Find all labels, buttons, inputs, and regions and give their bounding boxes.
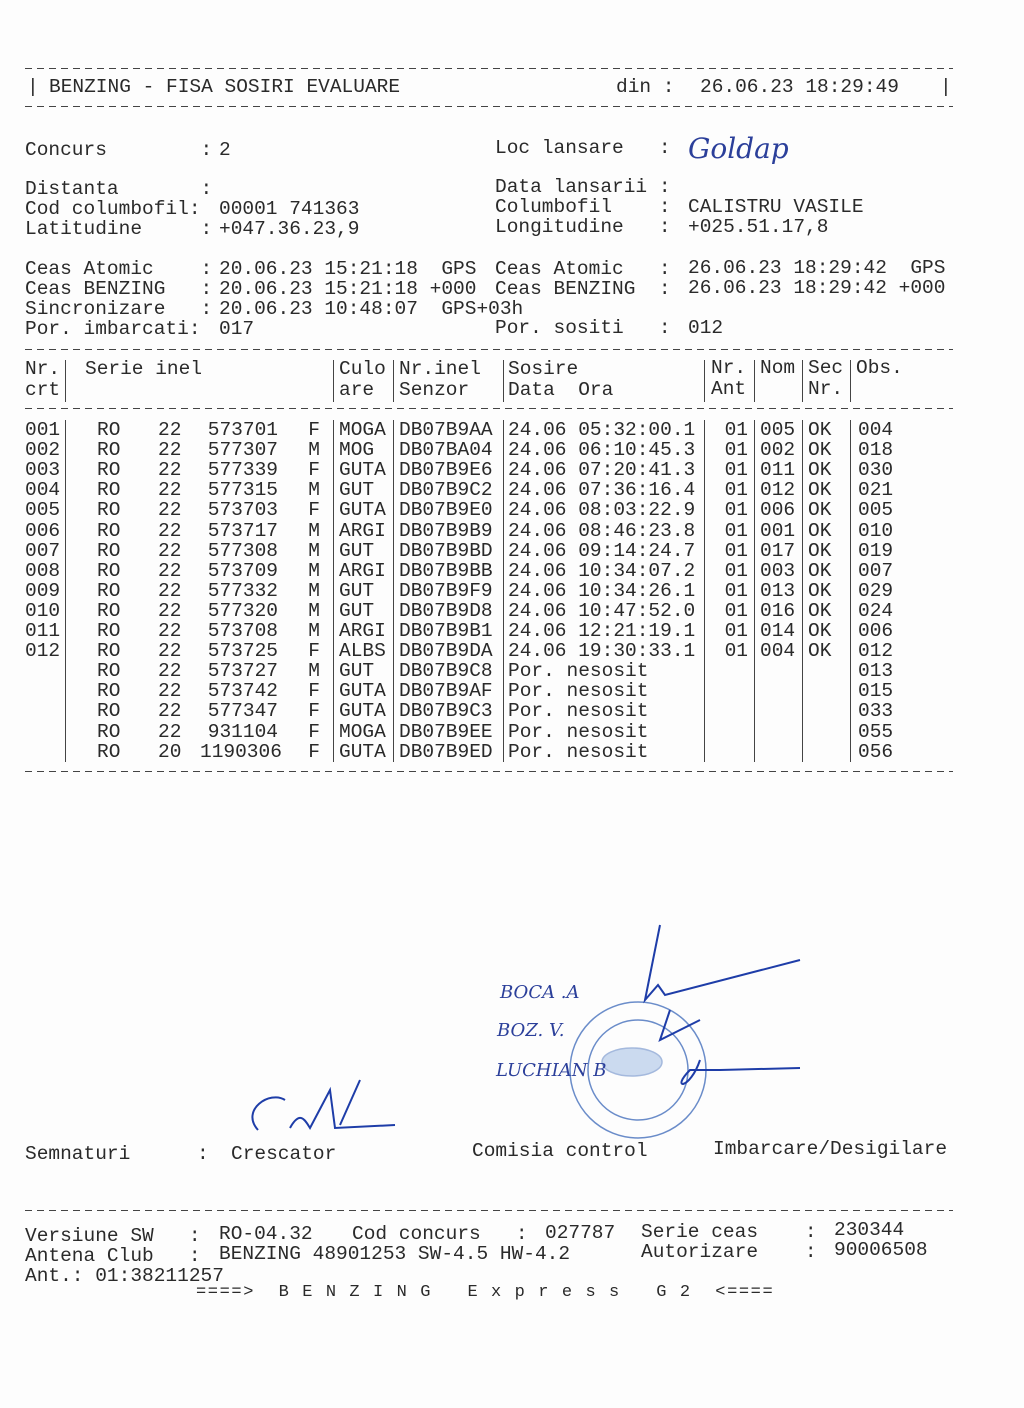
cell-color: GUTA [339, 680, 386, 703]
cell-year: 22 [158, 559, 182, 582]
crescator-label: Crescator [231, 1143, 337, 1165]
cell-sensor: DB07B9ED [399, 740, 493, 763]
cell-nom: 013 [760, 579, 796, 602]
cell-ring-number: 577339 [207, 459, 278, 482]
cell-sex: M [308, 559, 320, 582]
cell-sensor: DB07B9E0 [399, 499, 493, 522]
cell-obs: 033 [858, 700, 894, 723]
autorizare-label: Autorizare : [641, 1241, 817, 1263]
loc-lansare-handwritten: Goldap [688, 132, 789, 165]
cell-obs: 007 [858, 559, 894, 582]
cell-sensor: DB07B9AF [399, 680, 493, 703]
cell-year: 22 [158, 439, 182, 462]
autorizare-value: 90006508 [834, 1239, 928, 1261]
cell-country: RO [97, 439, 121, 462]
cell-nr-ant: 01 [724, 419, 748, 441]
col-header-sosire: Sosire [508, 358, 579, 380]
cell-ring-number: 577307 [207, 439, 278, 462]
cell-sex: M [308, 439, 320, 462]
date-label: din : [616, 76, 675, 98]
print-datetime: 26.06.23 18:29:49 [700, 76, 899, 98]
cell-year: 22 [158, 720, 182, 743]
cell-nom: 012 [760, 479, 796, 502]
cell-arrival: Por. nesosit [508, 740, 649, 763]
cell-color: MOGA [339, 419, 386, 441]
cell-arrival: 24.06 07:36:16.4 [508, 479, 696, 502]
cell-country: RO [97, 479, 121, 502]
handwritten-name-luchian: LUCHIAN B [496, 1060, 607, 1081]
cell-sex: F [308, 459, 320, 482]
cell-country: RO [97, 620, 121, 642]
semnaturi-colon: : [197, 1143, 209, 1165]
cell-obs: 012 [858, 640, 894, 663]
ceas-benzing-label-end: Ceas BENZING : [495, 278, 671, 300]
cell-ring-number: 577332 [207, 579, 278, 602]
cell-obs: 055 [858, 720, 894, 743]
ant-value: Ant.: 01:38211257 [25, 1265, 224, 1287]
concurs-label: Concurs : [25, 139, 213, 161]
data-lansarii-label: Data lansarii : [495, 176, 671, 198]
col-header-culoare: Culo [339, 358, 386, 380]
cell-nom: 004 [760, 640, 796, 663]
cell-nr-crt: 008 [25, 559, 61, 582]
cell-ring-number: 573703 [207, 499, 278, 522]
cell-country: RO [97, 459, 121, 482]
cell-country: RO [97, 680, 121, 703]
cell-obs: 013 [858, 660, 894, 683]
cell-country: RO [97, 579, 121, 602]
cell-country: RO [97, 419, 121, 441]
cell-sec-nr: OK [808, 640, 832, 663]
cell-ring-number: 573717 [207, 519, 278, 542]
comisia-control-label: Comisia control [472, 1140, 648, 1162]
sositi-label: Por. sositi : [495, 317, 671, 339]
ceas-atomic-label: Ceas Atomic : [25, 258, 213, 280]
col-header-obs: Obs. [856, 357, 903, 379]
versiune-label: Versiune SW : [25, 1225, 201, 1247]
latitudine-value: +047.36.23,9 [219, 218, 360, 240]
ceas-atomic-start: 20.06.23 15:21:18 GPS [219, 258, 477, 280]
cell-nom: 005 [760, 419, 796, 441]
cod-columbofil-label: Cod columbofil: [25, 198, 201, 220]
ceas-benzing-label: Ceas BENZING : [25, 278, 213, 300]
ceas-benzing-start: 20.06.23 15:21:18 +000 [219, 278, 477, 300]
cell-obs: 015 [858, 680, 894, 703]
cell-nr-crt: 009 [25, 579, 61, 602]
divider [25, 1210, 953, 1211]
cell-nr-crt: 002 [25, 439, 61, 462]
cell-nr-crt: 004 [25, 479, 61, 502]
cell-year: 20 [158, 740, 182, 763]
cell-nr-crt: 012 [25, 640, 61, 663]
cell-arrival: 24.06 10:34:26.1 [508, 579, 696, 602]
cell-ring-number: 577315 [207, 479, 278, 502]
cell-sex: F [308, 740, 320, 763]
cell-obs: 056 [858, 740, 894, 763]
cell-ring-number: 573725 [207, 640, 278, 663]
cell-nom: 006 [760, 499, 796, 522]
cell-year: 22 [158, 599, 182, 622]
cell-year: 22 [158, 660, 182, 683]
cell-ring-number: 573709 [207, 559, 278, 582]
cell-sensor: DB07B9B1 [399, 620, 493, 642]
cod-concurs-value: 027787 [545, 1222, 616, 1244]
cell-sex: F [308, 680, 320, 703]
header-pipe-left: | [27, 76, 39, 98]
cell-sec-nr: OK [808, 459, 832, 482]
cell-obs: 004 [858, 419, 894, 441]
cell-arrival: 24.06 19:30:33.1 [508, 640, 696, 663]
cell-year: 22 [158, 680, 182, 703]
cell-nr-ant: 01 [724, 579, 748, 602]
cell-sec-nr: OK [808, 559, 832, 582]
cell-nr-ant: 01 [724, 519, 748, 542]
cell-ring-number: 931104 [207, 720, 278, 743]
cell-sex: F [308, 640, 320, 663]
cell-arrival: 24.06 10:34:07.2 [508, 559, 696, 582]
cell-arrival: Por. nesosit [508, 700, 649, 723]
cell-nr-ant: 01 [724, 459, 748, 482]
cell-country: RO [97, 519, 121, 542]
imbarcare-label: Imbarcare/Desigilare [713, 1138, 948, 1160]
cell-color: GUT [339, 599, 375, 622]
serie-ceas-value: 230344 [834, 1219, 905, 1241]
cell-sec-nr: OK [808, 599, 832, 622]
cell-sensor: DB07B9C8 [399, 660, 493, 683]
cell-color: ARGI [339, 620, 386, 642]
cell-arrival: Por. nesosit [508, 660, 649, 683]
cell-year: 22 [158, 479, 182, 502]
cell-ring-number: 573742 [207, 680, 278, 703]
cell-country: RO [97, 499, 121, 522]
col-header-senzor: Senzor [399, 379, 470, 401]
cell-color: GUT [339, 579, 375, 602]
cell-arrival: 24.06 08:03:22.9 [508, 499, 696, 522]
col-header-serie-inel: Serie inel [85, 358, 203, 380]
cell-nr-ant: 01 [724, 559, 748, 582]
cell-sensor: DB07B9F9 [399, 579, 493, 602]
col-header-sec-nr: Nr. [808, 378, 844, 400]
cell-country: RO [97, 559, 121, 582]
cell-year: 22 [158, 579, 182, 602]
col-header-nom: Nom [760, 357, 796, 379]
cell-arrival: Por. nesosit [508, 680, 649, 703]
cell-country: RO [97, 740, 121, 763]
cell-country: RO [97, 660, 121, 683]
cell-nr-crt: 005 [25, 499, 61, 522]
cell-sex: M [308, 539, 320, 562]
cell-ring-number: 573727 [207, 660, 278, 683]
cell-country: RO [97, 720, 121, 743]
cell-ring-number: 573701 [207, 419, 278, 441]
cell-sensor: DB07B9BD [399, 539, 493, 562]
col-header-crt: crt [25, 379, 61, 401]
cell-obs: 030 [858, 459, 894, 482]
cell-nom: 002 [760, 439, 796, 462]
cell-sec-nr: OK [808, 539, 832, 562]
cell-sex: M [308, 579, 320, 602]
cell-sex: F [308, 700, 320, 723]
sincronizare-label: Sincronizare : [25, 298, 213, 320]
serie-ceas-label: Serie ceas : [641, 1221, 817, 1243]
ceas-atomic-end: 26.06.23 18:29:42 GPS [688, 257, 946, 279]
cell-sex: M [308, 660, 320, 683]
col-header-nr-ant: Nr. [711, 357, 747, 379]
distanta-label: Distanta : [25, 178, 213, 200]
cell-nr-crt: 007 [25, 539, 61, 562]
cell-nr-ant: 01 [724, 439, 748, 462]
latitudine-label: Latitudine : [25, 218, 213, 240]
longitudine-value: +025.51.17,8 [688, 216, 829, 238]
longitudine-label: Longitudine : [495, 216, 671, 238]
cod-concurs-label: Cod concurs : [352, 1223, 528, 1245]
cell-sex: F [308, 720, 320, 743]
cell-arrival: Por. nesosit [508, 720, 649, 743]
cell-sensor: DB07B9E6 [399, 459, 493, 482]
loc-lansare-label: Loc lansare : [495, 137, 671, 159]
cell-nr-crt: 003 [25, 459, 61, 482]
cell-year: 22 [158, 539, 182, 562]
columbofil-value: CALISTRU VASILE [688, 196, 864, 218]
cell-country: RO [97, 539, 121, 562]
cell-country: RO [97, 599, 121, 622]
cell-nr-crt: 011 [25, 620, 61, 642]
imbarcati-label: Por. imbarcati: [25, 318, 201, 340]
cell-sensor: DB07B9BB [399, 559, 493, 582]
cell-arrival: 24.06 05:32:00.1 [508, 419, 696, 441]
cell-nr-ant: 01 [724, 479, 748, 502]
cell-color: GUT [339, 479, 375, 502]
cell-arrival: 24.06 08:46:23.8 [508, 519, 696, 542]
benzing-banner: ====> B E N Z I N G E x p r e s s G 2 <==== [196, 1283, 775, 1302]
ceas-benzing-end: 26.06.23 18:29:42 +000 [688, 277, 946, 299]
cell-year: 22 [158, 419, 182, 441]
cell-color: GUTA [339, 499, 386, 522]
cell-obs: 018 [858, 439, 894, 462]
cell-color: GUTA [339, 700, 386, 723]
sheet-title: BENZING - FISA SOSIRI EVALUARE [49, 76, 401, 98]
handwritten-name-boca: BOCA .A [500, 982, 580, 1003]
cell-nr-crt: 010 [25, 599, 61, 622]
cell-sex: M [308, 620, 320, 642]
cell-sec-nr: OK [808, 419, 832, 441]
cell-sec-nr: OK [808, 579, 832, 602]
ceas-atomic-label-end: Ceas Atomic : [495, 258, 671, 280]
cell-color: ALBS [339, 640, 386, 663]
cell-sec-nr: OK [808, 439, 832, 462]
cell-year: 22 [158, 620, 182, 642]
cell-color: GUTA [339, 459, 386, 482]
cell-ring-number: 577308 [207, 539, 278, 562]
cell-color: MOG [339, 439, 375, 462]
cell-nr-ant: 01 [724, 499, 748, 522]
sincronizare-value: 20.06.23 10:48:07 GPS+03h [219, 298, 524, 320]
cell-arrival: 24.06 12:21:19.1 [508, 620, 696, 642]
cell-nr-crt: 006 [25, 519, 61, 542]
cell-obs: 029 [858, 579, 894, 602]
cell-nr-ant: 01 [724, 599, 748, 622]
cell-nr-ant: 01 [724, 620, 748, 642]
handwritten-name-boz: BOZ. V. [497, 1020, 565, 1041]
header-pipe-right: | [940, 76, 952, 98]
cell-sex: F [308, 419, 320, 441]
cell-sensor: DB07B9C3 [399, 700, 493, 723]
col-header-nr: Nr. [25, 358, 61, 380]
cell-sec-nr: OK [808, 499, 832, 522]
cell-nom: 017 [760, 539, 796, 562]
cell-obs: 006 [858, 620, 894, 642]
cell-sensor: DB07B9B9 [399, 519, 493, 542]
cell-sensor: DB07BA04 [399, 439, 493, 462]
cell-color: GUT [339, 539, 375, 562]
concurs-value: 2 [219, 139, 231, 161]
cell-color: GUT [339, 660, 375, 683]
cell-year: 22 [158, 459, 182, 482]
imbarcati-value: 017 [219, 318, 255, 340]
cell-nr-ant: 01 [724, 640, 748, 663]
cell-sex: F [308, 499, 320, 522]
cell-country: RO [97, 700, 121, 723]
cell-ring-number: 573708 [207, 620, 278, 642]
cell-sec-nr: OK [808, 519, 832, 542]
columbofil-label: Columbofil : [495, 196, 671, 218]
col-header-nr-inel: Nr.inel [399, 358, 481, 380]
cell-obs: 019 [858, 539, 894, 562]
cell-year: 22 [158, 700, 182, 723]
cell-sex: M [308, 479, 320, 502]
cell-color: GUTA [339, 740, 386, 763]
versiune-value: RO-04.32 [219, 1223, 313, 1245]
cell-arrival: 24.06 07:20:41.3 [508, 459, 696, 482]
col-header-sec: Sec [808, 357, 844, 379]
cell-obs: 024 [858, 599, 894, 622]
cell-arrival: 24.06 10:47:52.0 [508, 599, 696, 622]
cell-obs: 005 [858, 499, 894, 522]
cell-sec-nr: OK [808, 479, 832, 502]
cell-ring-number: 577320 [207, 599, 278, 622]
antena-label: Antena Club : [25, 1245, 201, 1267]
col-header-culoare-2: are [339, 379, 375, 401]
cell-color: ARGI [339, 559, 386, 582]
cell-sec-nr: OK [808, 620, 832, 642]
cell-arrival: 24.06 09:14:24.7 [508, 539, 696, 562]
cell-nom: 011 [760, 459, 796, 482]
cell-sensor: DB07B9EE [399, 720, 493, 743]
antena-value: BENZING 48901253 SW-4.5 HW-4.2 [219, 1243, 571, 1265]
col-header-ant: Ant [711, 378, 747, 400]
cell-obs: 010 [858, 519, 894, 542]
cell-obs: 021 [858, 479, 894, 502]
cell-nom: 003 [760, 559, 796, 582]
cell-sensor: DB07B9C2 [399, 479, 493, 502]
cell-nr-crt: 001 [25, 419, 61, 441]
cell-nr-ant: 01 [724, 539, 748, 562]
semnaturi-label: Semnaturi [25, 1143, 131, 1165]
cell-nom: 001 [760, 519, 796, 542]
cell-sensor: DB07B9DA [399, 640, 493, 663]
cell-country: RO [97, 640, 121, 663]
cell-year: 22 [158, 519, 182, 542]
cell-sex: M [308, 519, 320, 542]
cell-arrival: 24.06 06:10:45.3 [508, 439, 696, 462]
cell-sensor: DB07B9D8 [399, 599, 493, 622]
cell-nom: 014 [760, 620, 796, 642]
cell-ring-number: 577347 [207, 700, 278, 723]
cell-year: 22 [158, 640, 182, 663]
sositi-value: 012 [688, 317, 724, 339]
cell-color: MOGA [339, 720, 386, 743]
cell-sensor: DB07B9AA [399, 419, 493, 441]
cod-columbofil-value: 00001 741363 [219, 198, 360, 220]
col-header-data-ora: Data Ora [508, 379, 614, 401]
cell-color: ARGI [339, 519, 386, 542]
cell-nom: 016 [760, 599, 796, 622]
cell-ring-number: 1190306 [200, 740, 282, 763]
cell-year: 22 [158, 499, 182, 522]
cell-sex: M [308, 599, 320, 622]
